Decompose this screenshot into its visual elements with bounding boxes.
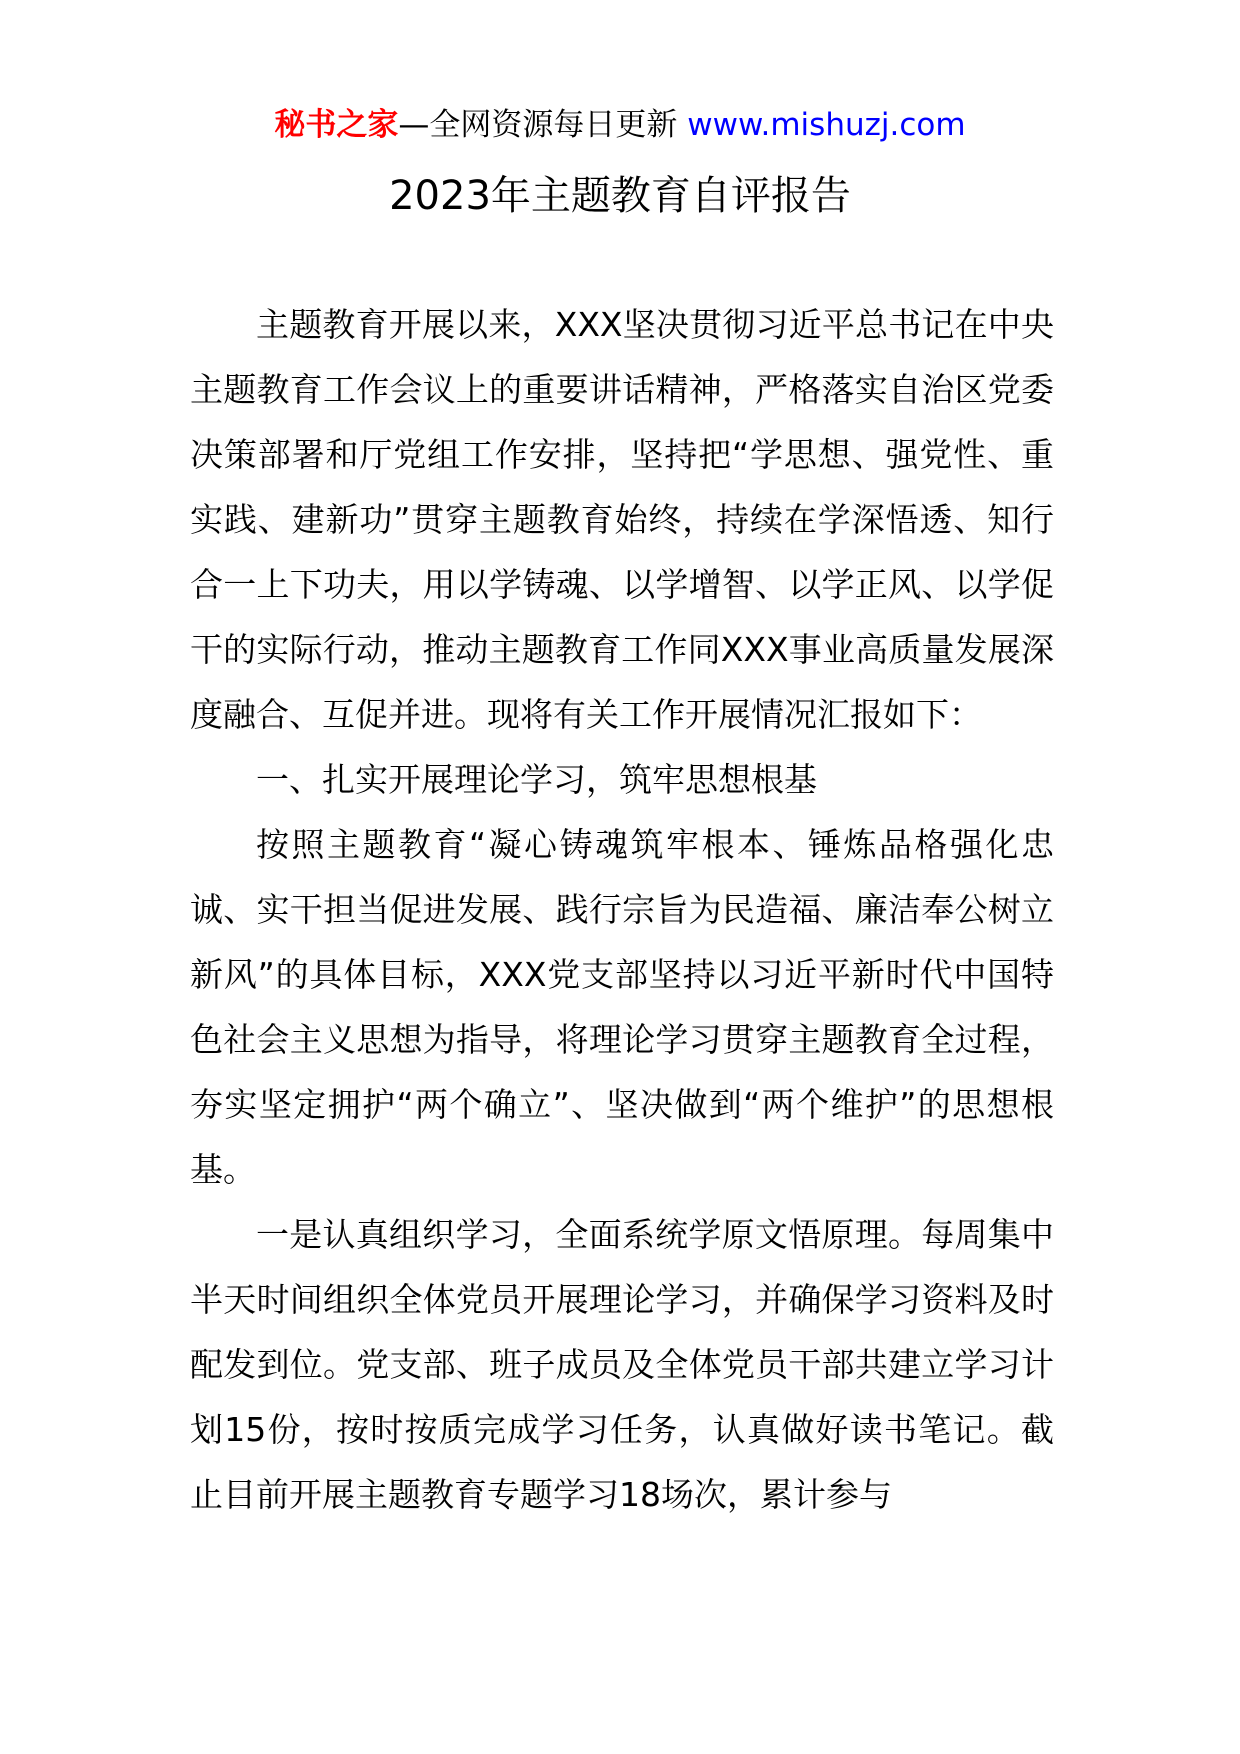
brand-name: 秘书之家 — [274, 107, 399, 143]
section-1-paragraph: 按照主题教育“凝心铸魂筑牢根本、锤炼品格强化忠诚、实干担当促进发展、践行宗旨为民造福、廉洁奉公树立新风”的具体目标，XXX党支部坚持以习近平新时代中国特色社会主义思想为指导，将理论学习贯穿主题教育全过程，夯实坚定拥护“两个确立”、坚决做到“两个维护”的思想根基。 — [190, 825, 1054, 1189]
section-heading-1: 一、扎实开展理论学习，筑牢思想根基 — [256, 760, 817, 799]
document-body — [190, 292, 1054, 1527]
intro-paragraph: 主题教育开展以来，XXX坚决贯彻习近平总书记在中央主题教育工作会议上的重要讲话精神，严格落实自治区党委决策部署和厅党组工作安排，坚持把“学思想、强党性、重实践、建新功”贯穿主题教育始终，持续在学深悟透、知行合一上下功夫，用以学铸魂、以学增智、以学正风、以学促干的实际行动，推动主题教育工作同XXX事业高质量发展深度融合、互促并进。现将有关工作开展情况汇报如下： — [190, 305, 1054, 734]
document-title: 2023年主题教育自评报告 — [389, 173, 851, 219]
section-1-point-1-paragraph: 一是认真组织学习，全面系统学原文悟原理。每周集中半天时间组织全体党员开展理论学习，并确保学习资料及时配发到位。党支部、班子成员及全体党员干部共建立学习计划15份，按时按质完成学习任务，认真做好读书笔记。截止目前开展主题教育专题学习18场次，累计参与 — [190, 1215, 1054, 1514]
watermark-header — [0, 103, 1240, 147]
site-url-link[interactable]: www.mishuzj.com — [687, 107, 966, 143]
tagline: —全网资源每日更新 — [398, 107, 688, 143]
